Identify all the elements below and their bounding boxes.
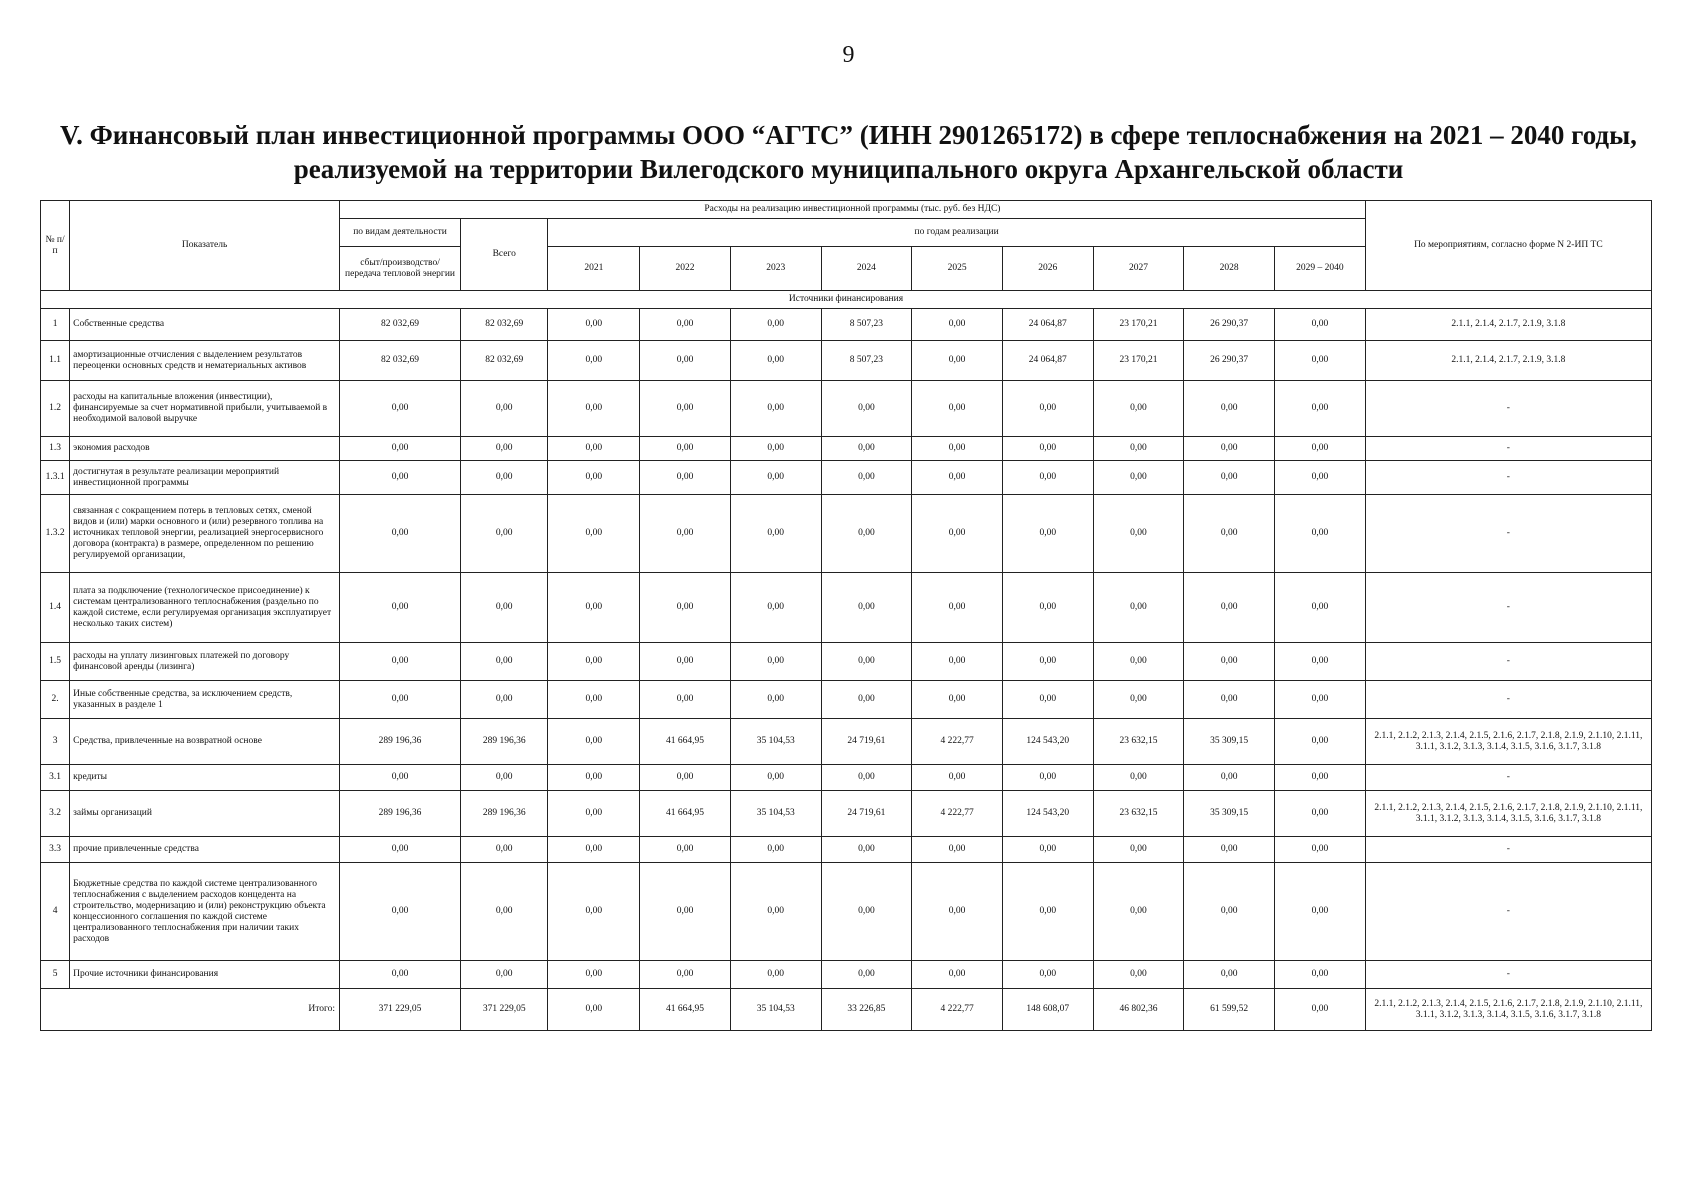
financial-plan-table — [40, 200, 1652, 1031]
row-year-value: 24 719,61 — [821, 719, 912, 765]
row-total-value: 0,00 — [460, 573, 547, 643]
row-year-value: 0,00 — [1275, 381, 1366, 437]
row-year-value: 0,00 — [821, 573, 912, 643]
row-year-value: 0,00 — [548, 643, 640, 681]
row-year-value: 0,00 — [548, 309, 640, 341]
row-year-value: 0,00 — [1184, 961, 1275, 989]
row-year-value: 0,00 — [912, 495, 1003, 573]
row-total-value: 0,00 — [460, 461, 547, 495]
row-year-value: 41 664,95 — [640, 791, 731, 837]
row-year-value: 0,00 — [1275, 961, 1366, 989]
row-year-value: 0,00 — [548, 381, 640, 437]
table-row — [41, 573, 1652, 643]
row-year-value: 0,00 — [821, 461, 912, 495]
row-number: 1.1 — [41, 341, 70, 381]
row-year-value: 0,00 — [1275, 573, 1366, 643]
row-indicator: плата за подключение (технологическое присоединение) к системам централизованного теплоснабжения (раздельно по каждой системе, если регулируемая организация эксплуатирует несколько таких систем) — [70, 573, 340, 643]
header-year: 2026 — [1002, 247, 1093, 291]
row-year-value: 0,00 — [548, 681, 640, 719]
row-year-value: 0,00 — [1002, 837, 1093, 863]
row-year-value: 0,00 — [1275, 461, 1366, 495]
header-year: 2021 — [548, 247, 640, 291]
row-year-value: 8 507,23 — [821, 309, 912, 341]
row-year-value: 0,00 — [640, 765, 731, 791]
row-year-value: 0,00 — [821, 961, 912, 989]
row-year-value: 41 664,95 — [640, 719, 731, 765]
row-year-value: 0,00 — [1184, 461, 1275, 495]
row-year-value: 0,00 — [1093, 765, 1184, 791]
row-year-value: 0,00 — [730, 461, 821, 495]
total-label: Итого: — [41, 989, 340, 1031]
row-total-value: 0,00 — [460, 961, 547, 989]
table-row — [41, 461, 1652, 495]
row-activity-value: 0,00 — [340, 681, 461, 719]
row-indicator: займы организаций — [70, 791, 340, 837]
row-year-value: 0,00 — [730, 863, 821, 961]
row-year-value: 35 104,53 — [730, 719, 821, 765]
header-by-activity: по видам деятельности — [340, 219, 461, 247]
row-total-value: 82 032,69 — [460, 309, 547, 341]
table-row — [41, 495, 1652, 573]
row-year-value: 0,00 — [1275, 495, 1366, 573]
row-year-value: 0,00 — [1093, 573, 1184, 643]
row-year-value: 0,00 — [640, 837, 731, 863]
row-number: 3 — [41, 719, 70, 765]
row-year-value: 0,00 — [912, 309, 1003, 341]
row-year-value: 0,00 — [1002, 495, 1093, 573]
row-year-value: 0,00 — [821, 437, 912, 461]
header-num: № п/п — [41, 201, 70, 291]
header-year: 2024 — [821, 247, 912, 291]
row-year-value: 0,00 — [912, 863, 1003, 961]
table-row — [41, 381, 1652, 437]
header-year: 2027 — [1093, 247, 1184, 291]
row-year-value: 35 104,53 — [730, 791, 821, 837]
row-year-value: 0,00 — [640, 863, 731, 961]
row-year-value: 0,00 — [640, 341, 731, 381]
row-year-value: 0,00 — [548, 573, 640, 643]
row-year-value: 0,00 — [1002, 643, 1093, 681]
row-year-value: 0,00 — [640, 381, 731, 437]
row-indicator: Собственные средства — [70, 309, 340, 341]
row-year-value: 0,00 — [730, 681, 821, 719]
row-year-value: 0,00 — [1093, 437, 1184, 461]
table-row — [41, 765, 1652, 791]
row-measures: - — [1365, 461, 1651, 495]
page-number: 9 — [842, 42, 855, 68]
row-year-value: 0,00 — [912, 643, 1003, 681]
header-by-years: по годам реализации — [548, 219, 1365, 247]
row-number: 4 — [41, 863, 70, 961]
row-year-value: 0,00 — [912, 461, 1003, 495]
row-year-value: 0,00 — [730, 643, 821, 681]
row-number: 1.3.1 — [41, 461, 70, 495]
row-year-value: 0,00 — [1184, 643, 1275, 681]
row-measures: 2.1.1, 2.1.2, 2.1.3, 2.1.4, 2.1.5, 2.1.6, 2.1.7, 2.1.8, 2.1.9, 2.1.10, 2.1.11, 3.1.1, 3.1.2, 3.1.3, 3.1.4, 3.1.5, 3.1.6, 3.1.7, 3.1.8 — [1365, 719, 1651, 765]
row-year-value: 0,00 — [730, 765, 821, 791]
row-total-value: 0,00 — [460, 681, 547, 719]
table-row — [41, 643, 1652, 681]
row-measures: - — [1365, 681, 1651, 719]
row-year-value: 0,00 — [640, 461, 731, 495]
row-year-value: 23 170,21 — [1093, 309, 1184, 341]
row-year-value: 35 309,15 — [1184, 791, 1275, 837]
row-year-value: 0,00 — [548, 765, 640, 791]
table-row — [41, 837, 1652, 863]
row-year-value: 0,00 — [1275, 437, 1366, 461]
row-year-value: 0,00 — [730, 437, 821, 461]
total-measures: 2.1.1, 2.1.2, 2.1.3, 2.1.4, 2.1.5, 2.1.6, 2.1.7, 2.1.8, 2.1.9, 2.1.10, 2.1.11, 3.1.1, 3.1.2, 3.1.3, 3.1.4, 3.1.5, 3.1.6, 3.1.7, 3.1.8 — [1365, 989, 1651, 1031]
row-year-value: 0,00 — [640, 309, 731, 341]
row-year-value: 0,00 — [640, 681, 731, 719]
row-indicator: Средства, привлеченные на возвратной основе — [70, 719, 340, 765]
row-activity-value: 0,00 — [340, 437, 461, 461]
row-activity-value: 0,00 — [340, 381, 461, 437]
row-year-value: 0,00 — [1093, 681, 1184, 719]
row-indicator: прочие привлеченные средства — [70, 837, 340, 863]
header-expenses: Расходы на реализацию инвестиционной программы (тыс. руб. без НДС) — [340, 201, 1366, 219]
header-measures: По мероприятиям, согласно форме N 2-ИП ТС — [1365, 201, 1651, 291]
row-year-value: 0,00 — [1002, 461, 1093, 495]
table-row — [41, 437, 1652, 461]
row-year-value: 0,00 — [821, 381, 912, 437]
row-year-value: 0,00 — [1093, 863, 1184, 961]
row-year-value: 0,00 — [548, 341, 640, 381]
row-year-value: 0,00 — [912, 765, 1003, 791]
row-year-value: 0,00 — [548, 791, 640, 837]
row-year-value: 0,00 — [1275, 719, 1366, 765]
row-year-value: 0,00 — [1093, 961, 1184, 989]
table-row — [41, 681, 1652, 719]
row-number: 1.4 — [41, 573, 70, 643]
row-activity-value: 0,00 — [340, 495, 461, 573]
row-measures: - — [1365, 495, 1651, 573]
row-year-value: 0,00 — [640, 437, 731, 461]
row-number: 1.3.2 — [41, 495, 70, 573]
row-number: 3.2 — [41, 791, 70, 837]
row-year-value: 0,00 — [1275, 643, 1366, 681]
row-year-value: 0,00 — [730, 341, 821, 381]
row-year-value: 0,00 — [730, 961, 821, 989]
row-year-value: 0,00 — [730, 837, 821, 863]
total-year-value: 4 222,77 — [912, 989, 1003, 1031]
row-year-value: 0,00 — [730, 573, 821, 643]
table-row — [41, 309, 1652, 341]
row-number: 3.3 — [41, 837, 70, 863]
row-activity-value: 289 196,36 — [340, 719, 461, 765]
row-indicator: кредиты — [70, 765, 340, 791]
row-year-value: 0,00 — [1184, 573, 1275, 643]
row-year-value: 23 170,21 — [1093, 341, 1184, 381]
row-year-value: 0,00 — [1002, 681, 1093, 719]
row-year-value: 0,00 — [1184, 495, 1275, 573]
row-total-value: 289 196,36 — [460, 791, 547, 837]
row-year-value: 0,00 — [730, 495, 821, 573]
row-year-value: 0,00 — [1275, 791, 1366, 837]
row-year-value: 0,00 — [1002, 765, 1093, 791]
row-year-value: 23 632,15 — [1093, 791, 1184, 837]
row-number: 1.2 — [41, 381, 70, 437]
row-activity-value: 0,00 — [340, 461, 461, 495]
row-number: 1 — [41, 309, 70, 341]
row-indicator: экономия расходов — [70, 437, 340, 461]
total-year-value: 46 802,36 — [1093, 989, 1184, 1031]
total-year-value: 33 226,85 — [821, 989, 912, 1031]
row-measures: - — [1365, 863, 1651, 961]
header-activity-type: сбыт/производство/ передача тепловой энергии — [340, 247, 461, 291]
table-row — [41, 341, 1652, 381]
row-year-value: 0,00 — [1184, 863, 1275, 961]
row-measures: - — [1365, 765, 1651, 791]
row-year-value: 0,00 — [912, 381, 1003, 437]
total-year-value: 41 664,95 — [640, 989, 731, 1031]
title-line-2: реализуемой на территории Вилегодского муниципального округа Архангельской области — [293, 154, 1404, 184]
row-year-value: 0,00 — [1002, 573, 1093, 643]
row-year-value: 0,00 — [548, 719, 640, 765]
row-year-value: 0,00 — [1002, 863, 1093, 961]
row-number: 1.3 — [41, 437, 70, 461]
row-year-value: 0,00 — [1184, 765, 1275, 791]
row-year-value: 0,00 — [1093, 381, 1184, 437]
section-title: Источники финансирования — [41, 291, 1652, 309]
row-year-value: 0,00 — [1275, 309, 1366, 341]
row-number: 3.1 — [41, 765, 70, 791]
row-year-value: 0,00 — [821, 495, 912, 573]
row-year-value: 0,00 — [1002, 381, 1093, 437]
row-year-value: 4 222,77 — [912, 719, 1003, 765]
table-row — [41, 719, 1652, 765]
row-year-value: 0,00 — [1275, 765, 1366, 791]
row-year-value: 0,00 — [1002, 437, 1093, 461]
row-total-value: 82 032,69 — [460, 341, 547, 381]
row-year-value: 0,00 — [912, 837, 1003, 863]
row-year-value: 4 222,77 — [912, 791, 1003, 837]
row-total-value: 0,00 — [460, 643, 547, 681]
row-measures: 2.1.1, 2.1.2, 2.1.3, 2.1.4, 2.1.5, 2.1.6, 2.1.7, 2.1.8, 2.1.9, 2.1.10, 2.1.11, 3.1.1, 3.1.2, 3.1.3, 3.1.4, 3.1.5, 3.1.6, 3.1.7, 3.1.8 — [1365, 791, 1651, 837]
row-activity-value: 82 032,69 — [340, 309, 461, 341]
row-activity-value: 0,00 — [340, 765, 461, 791]
row-year-value: 24 719,61 — [821, 791, 912, 837]
row-year-value: 0,00 — [1275, 341, 1366, 381]
row-year-value: 0,00 — [1093, 837, 1184, 863]
total-year-value: 148 608,07 — [1002, 989, 1093, 1031]
row-year-value: 0,00 — [730, 309, 821, 341]
page-title — [40, 118, 1657, 186]
row-year-value: 0,00 — [1184, 681, 1275, 719]
row-year-value: 0,00 — [912, 573, 1003, 643]
row-indicator: расходы на капитальные вложения (инвестиции), финансируемые за счет нормативной прибыли, учитываемой в необходимой валовой выручке — [70, 381, 340, 437]
row-year-value: 0,00 — [821, 765, 912, 791]
header-year: 2023 — [730, 247, 821, 291]
row-year-value: 124 543,20 — [1002, 791, 1093, 837]
row-year-value: 0,00 — [1184, 837, 1275, 863]
header-year: 2028 — [1184, 247, 1275, 291]
row-activity-value: 0,00 — [340, 643, 461, 681]
row-total-value: 0,00 — [460, 495, 547, 573]
row-year-value: 0,00 — [640, 961, 731, 989]
row-year-value: 0,00 — [821, 837, 912, 863]
row-measures: - — [1365, 961, 1651, 989]
row-number: 5 — [41, 961, 70, 989]
row-indicator: достигнутая в результате реализации мероприятий инвестиционной программы — [70, 461, 340, 495]
row-total-value: 0,00 — [460, 765, 547, 791]
total-total-value: 371 229,05 — [460, 989, 547, 1031]
row-total-value: 0,00 — [460, 437, 547, 461]
header-year: 2025 — [912, 247, 1003, 291]
row-activity-value: 0,00 — [340, 961, 461, 989]
row-year-value: 0,00 — [1002, 961, 1093, 989]
row-year-value: 0,00 — [1184, 437, 1275, 461]
row-number: 2. — [41, 681, 70, 719]
row-activity-value: 0,00 — [340, 863, 461, 961]
row-measures: 2.1.1, 2.1.4, 2.1.7, 2.1.9, 3.1.8 — [1365, 341, 1651, 381]
total-activity-value: 371 229,05 — [340, 989, 461, 1031]
total-year-value: 35 104,53 — [730, 989, 821, 1031]
row-year-value: 0,00 — [821, 643, 912, 681]
row-year-value: 0,00 — [1093, 643, 1184, 681]
row-total-value: 0,00 — [460, 381, 547, 437]
row-year-value: 0,00 — [548, 495, 640, 573]
row-year-value: 8 507,23 — [821, 341, 912, 381]
row-year-value: 0,00 — [548, 437, 640, 461]
row-year-value: 24 064,87 — [1002, 309, 1093, 341]
row-year-value: 23 632,15 — [1093, 719, 1184, 765]
total-row — [41, 989, 1652, 1031]
row-year-value: 26 290,37 — [1184, 309, 1275, 341]
row-year-value: 0,00 — [1275, 837, 1366, 863]
row-year-value: 0,00 — [912, 341, 1003, 381]
row-year-value: 0,00 — [1275, 681, 1366, 719]
header-year: 2022 — [640, 247, 731, 291]
row-activity-value: 289 196,36 — [340, 791, 461, 837]
row-year-value: 0,00 — [640, 643, 731, 681]
row-number: 1.5 — [41, 643, 70, 681]
row-year-value: 0,00 — [1093, 461, 1184, 495]
row-indicator: расходы на уплату лизинговых платежей по договору финансовой аренды (лизинга) — [70, 643, 340, 681]
total-year-value: 0,00 — [1275, 989, 1366, 1031]
row-year-value: 0,00 — [548, 961, 640, 989]
row-total-value: 0,00 — [460, 863, 547, 961]
row-year-value: 0,00 — [730, 381, 821, 437]
row-year-value: 0,00 — [1184, 381, 1275, 437]
row-measures: 2.1.1, 2.1.4, 2.1.7, 2.1.9, 3.1.8 — [1365, 309, 1651, 341]
row-measures: - — [1365, 381, 1651, 437]
row-year-value: 0,00 — [640, 573, 731, 643]
row-activity-value: 0,00 — [340, 837, 461, 863]
table-row — [41, 961, 1652, 989]
row-indicator: Иные собственные средства, за исключением средств, указанных в разделе 1 — [70, 681, 340, 719]
row-measures: - — [1365, 437, 1651, 461]
row-year-value: 0,00 — [821, 681, 912, 719]
row-year-value: 0,00 — [548, 461, 640, 495]
title-line-1: V. Финансовый план инвестиционной программы ООО “АГТС” (ИНН 2901265172) в сфере теплоснабжения на 2021 – 2040 годы, — [60, 120, 1637, 150]
row-year-value: 0,00 — [912, 681, 1003, 719]
row-indicator: амортизационные отчисления с выделением результатов переоценки основных средств и нематериальных активов — [70, 341, 340, 381]
row-year-value: 26 290,37 — [1184, 341, 1275, 381]
table-row — [41, 863, 1652, 961]
row-indicator: Прочие источники финансирования — [70, 961, 340, 989]
header-indicator: Показатель — [70, 201, 340, 291]
row-year-value: 0,00 — [912, 961, 1003, 989]
row-total-value: 289 196,36 — [460, 719, 547, 765]
total-year-value: 61 599,52 — [1184, 989, 1275, 1031]
table-row — [41, 791, 1652, 837]
row-measures: - — [1365, 643, 1651, 681]
row-indicator: Бюджетные средства по каждой системе централизованного теплоснабжения с выделением расходов концедента на строительство, модернизацию и (или) реконструкцию объекта концессионного соглашения по каждой системе централизованного теплоснабжения при наличии таких расходов — [70, 863, 340, 961]
row-year-value: 35 309,15 — [1184, 719, 1275, 765]
row-year-value: 124 543,20 — [1002, 719, 1093, 765]
row-measures: - — [1365, 837, 1651, 863]
total-year-value: 0,00 — [548, 989, 640, 1031]
row-year-value: 0,00 — [821, 863, 912, 961]
row-indicator: связанная с сокращением потерь в тепловых сетях, сменой видов и (или) марки основного и (или) резервного топлива на источниках тепловой энергии, реализацией энергосервисного договора (контракта) в размере, определенном по решению регулируемой организации, — [70, 495, 340, 573]
row-year-value: 0,00 — [1093, 495, 1184, 573]
header-total: Всего — [460, 219, 547, 291]
row-total-value: 0,00 — [460, 837, 547, 863]
row-year-value: 24 064,87 — [1002, 341, 1093, 381]
row-year-value: 0,00 — [548, 863, 640, 961]
row-year-value: 0,00 — [548, 837, 640, 863]
row-measures: - — [1365, 573, 1651, 643]
row-activity-value: 0,00 — [340, 573, 461, 643]
header-year: 2029 – 2040 — [1275, 247, 1366, 291]
row-year-value: 0,00 — [640, 495, 731, 573]
row-year-value: 0,00 — [1275, 863, 1366, 961]
row-year-value: 0,00 — [912, 437, 1003, 461]
row-activity-value: 82 032,69 — [340, 341, 461, 381]
